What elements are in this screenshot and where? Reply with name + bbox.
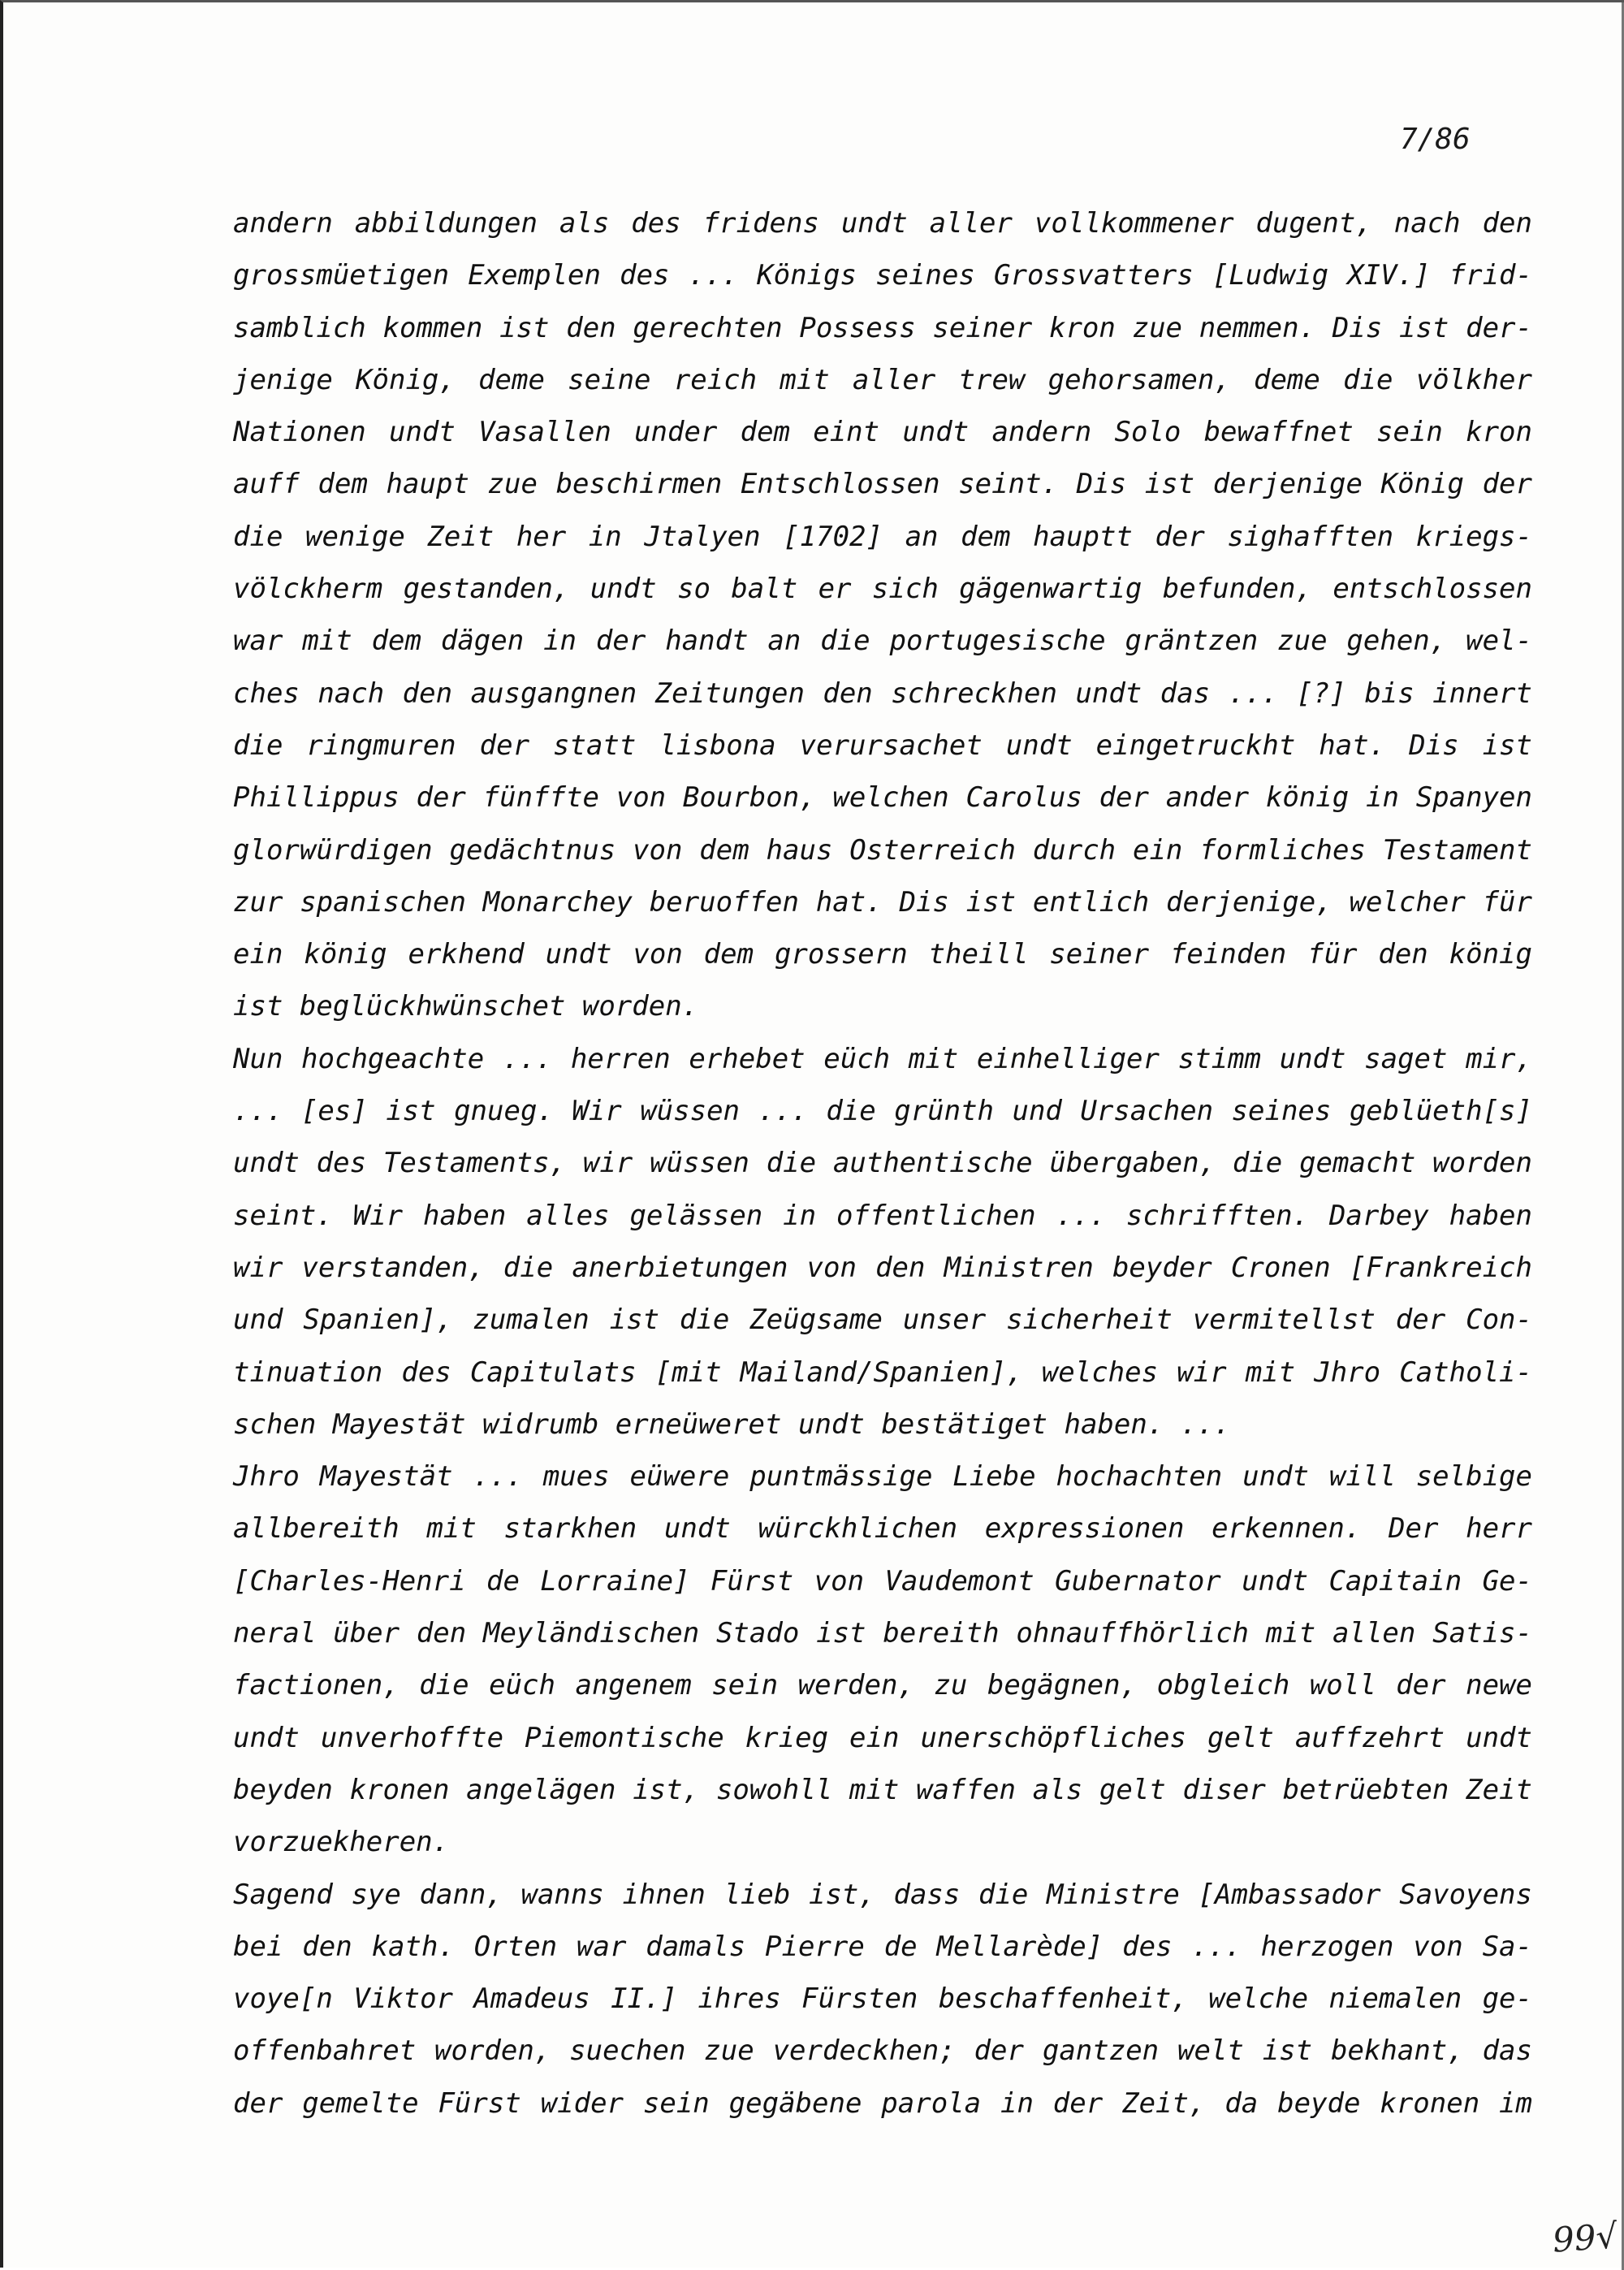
text-line: allbereith mit starkhen undt würckhlichen expressionen erkennen. Der herr — [233, 1512, 1532, 1546]
text-line: vorzuekheren. — [233, 1826, 450, 1859]
text-line: [Charles-Henri de Lorraine] Fürst von Vaudemont Gubernator undt Capitain Ge- — [233, 1564, 1532, 1598]
text-line: die ringmuren der statt lisbona verursachet undt eingetruckht hat. Dis ist — [233, 729, 1532, 762]
text-line: und Spanien], zumalen ist die Zeügsame unser sicherheit vermitellst der Con- — [233, 1304, 1532, 1337]
text-line: der gemelte Fürst wider sein gegäbene parola in der Zeit, da beyde kronen im — [233, 2086, 1532, 2120]
text-line: Jhro Mayestät ... mues eüwere puntmässige Liebe hochachten undt will selbige — [233, 1460, 1532, 1494]
text-line: offenbahret worden, suechen zue verdeckhen; der gantzen welt ist bekhant, das — [233, 2034, 1532, 2068]
text-line: undt des Testaments, wir wüssen die authentische übergaben, die gemacht worden — [233, 1147, 1532, 1180]
text-line: war mit dem dägen in der handt an die portugesische gräntzen zue gehen, wel- — [233, 625, 1532, 658]
text-line: neral über den Meyländischen Stado ist bereith ohnauffhörlich mit allen Satis- — [233, 1617, 1532, 1650]
text-line: ist beglückhwünschet worden. — [233, 990, 699, 1023]
page-number: 7/86 — [1400, 123, 1471, 156]
text-line: ein könig erkhend undt von dem grossern theill seiner feinden für den könig — [233, 938, 1532, 971]
text-line: jenige König, deme seine reich mit aller trew gehorsamen, deme die völkher — [233, 363, 1532, 396]
text-line: Nationen undt Vasallen under dem eint undt andern Solo bewaffnet sein kron — [233, 416, 1532, 449]
text-line: seint. Wir haben alles gelässen in offentlichen ... schrifften. Darbey haben — [233, 1199, 1532, 1232]
text-line: auff dem haupt zue beschirmen Entschlossen seint. Dis ist derjenige König der — [233, 468, 1532, 501]
text-line: ... [es] ist gnueg. Wir wüssen ... die grünth und Ursachen seines geblüeth[s] — [233, 1095, 1532, 1128]
typed-transcription — [233, 197, 1532, 2129]
text-line: factionen, die eüch angenem sein werden, zu begägnen, obgleich woll der newe — [233, 1669, 1532, 1702]
text-line: Sagend sye dann, wanns ihnen lieb ist, dass die Ministre [Ambassador Savoyens — [233, 1878, 1532, 1911]
text-line: tinuation des Capitulats [mit Mailand/Spanien], welches wir mit Jhro Catholi- — [233, 1356, 1532, 1389]
text-line: glorwürdigen gedächtnus von dem haus Osterreich durch ein formliches Testament — [233, 833, 1532, 867]
text-line: schen Mayestät widrumb erneüweret undt bestätiget haben. ... — [233, 1407, 1231, 1441]
text-line: grossmüetigen Exemplen des ... Königs seines Grossvatters [Ludwig XIV.] frid- — [233, 259, 1532, 292]
text-line: samblich kommen ist den gerechten Possess seiner kron zue nemmen. Dis ist der- — [233, 311, 1532, 344]
text-line: undt unverhoffte Piemontische krieg ein unerschöpfliches gelt auffzehrt undt — [233, 1721, 1532, 1754]
text-line: beyden kronen angelägen ist, sowohll mit waffen als gelt diser betrüebten Zeit — [233, 1773, 1532, 1806]
text-line: bei den kath. Orten war damals Pierre de Mellarède] des ... herzogen von Sa- — [233, 1930, 1532, 1963]
text-line: Nun hochgeachte ... herren erhebet eüch mit einhelliger stimm undt saget mir, — [233, 1042, 1532, 1075]
text-line: wir verstanden, die anerbietungen von den Ministren beyder Cronen [Frankreich — [233, 1251, 1532, 1284]
text-line: völckherm gestanden, undt so balt er sich gägenwartig befunden, entschlossen — [233, 573, 1532, 606]
text-line: die wenige Zeit her in Jtalyen [1702] an dem hauptt der sighafften kriegs- — [233, 520, 1532, 553]
text-line: voye[n Viktor Amadeus II.] ihres Fürsten beschaffenheit, welche niemalen ge- — [233, 1982, 1532, 2016]
text-line: Phillippus der fünffte von Bourbon, welchen Carolus der ander könig in Spanyen — [233, 781, 1532, 815]
text-line: ches nach den ausgangnen Zeitungen den schreckhen undt das ... [?] bis innert — [233, 677, 1532, 710]
text-line: zur spanischen Monarchey beruoffen hat. Dis ist entlich derjenige, welcher für — [233, 885, 1532, 919]
text-line: andern abbildungen als des fridens undt aller vollkommener dugent, nach den — [233, 207, 1532, 240]
handwritten-folio-number: 99√ — [1551, 2216, 1619, 2260]
